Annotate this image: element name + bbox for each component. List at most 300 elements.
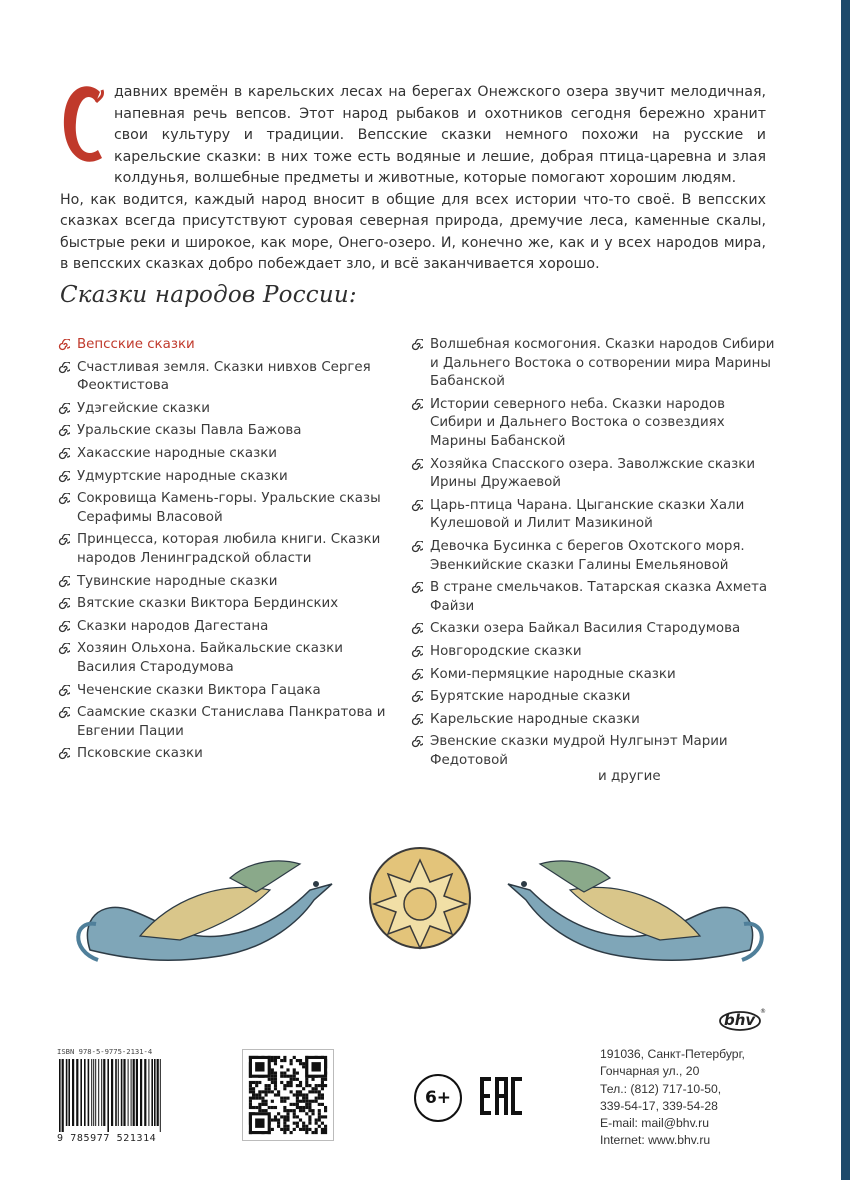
qr-module bbox=[296, 1072, 299, 1075]
qr-module bbox=[318, 1097, 321, 1100]
book-title: Псковские сказки bbox=[77, 746, 203, 762]
qr-module bbox=[286, 1081, 289, 1084]
qr-module bbox=[286, 1115, 289, 1118]
qr-module bbox=[318, 1090, 321, 1093]
qr-module bbox=[277, 1090, 280, 1093]
qr-finder-core bbox=[255, 1062, 264, 1071]
qr-module bbox=[324, 1128, 327, 1131]
qr-module bbox=[290, 1078, 293, 1081]
book-list-item bbox=[411, 643, 781, 662]
qr-module bbox=[271, 1068, 274, 1071]
swirl-bullet-icon bbox=[411, 691, 423, 703]
qr-module bbox=[268, 1087, 271, 1090]
publisher-address bbox=[600, 1046, 745, 1150]
qr-module bbox=[274, 1093, 277, 1096]
qr-module bbox=[249, 1100, 252, 1103]
qr-module bbox=[283, 1118, 286, 1121]
qr-module bbox=[252, 1093, 255, 1096]
barcode-bar bbox=[123, 1059, 125, 1126]
qr-module bbox=[283, 1100, 286, 1103]
qr-module bbox=[302, 1065, 305, 1068]
qr-module bbox=[274, 1087, 277, 1090]
qr-module bbox=[311, 1087, 314, 1090]
qr-module bbox=[305, 1093, 308, 1096]
qr-module bbox=[293, 1075, 296, 1078]
qr-module bbox=[290, 1059, 293, 1062]
book-title: Вятские сказки Виктора Бердинских bbox=[77, 596, 339, 612]
swirl-bullet-icon bbox=[58, 471, 70, 483]
book-list-item bbox=[58, 618, 388, 637]
qr-module bbox=[293, 1093, 296, 1096]
address-line: Internet: www.bhv.ru bbox=[600, 1133, 711, 1148]
qr-module bbox=[321, 1084, 324, 1087]
qr-module bbox=[302, 1106, 305, 1109]
book-list-item bbox=[411, 396, 781, 452]
qr-module bbox=[252, 1090, 255, 1093]
qr-module bbox=[249, 1087, 252, 1090]
qr-module bbox=[283, 1106, 286, 1109]
qr-module bbox=[299, 1100, 302, 1103]
swirl-bullet-icon bbox=[58, 707, 70, 719]
right-bird-illustration bbox=[508, 861, 762, 960]
qr-module bbox=[286, 1097, 289, 1100]
book-title: Удэгейские сказки bbox=[77, 400, 210, 416]
qr-module bbox=[280, 1081, 283, 1084]
address-line: 339-54-17, 339-54-28 bbox=[600, 1098, 718, 1113]
qr-module bbox=[286, 1068, 289, 1071]
qr-module bbox=[321, 1128, 324, 1131]
qr-module bbox=[315, 1128, 318, 1131]
qr-module bbox=[318, 1109, 321, 1112]
qr-module bbox=[249, 1081, 252, 1084]
qr-module bbox=[324, 1106, 327, 1109]
qr-module bbox=[315, 1122, 318, 1125]
barcode-bar bbox=[80, 1059, 82, 1126]
qr-module bbox=[283, 1115, 286, 1118]
qr-module bbox=[268, 1090, 271, 1093]
book-list-item bbox=[58, 490, 388, 527]
book-title: Волшебная космогония. Сказки народов Сибири и Дальнего Востока о сотворении мира Марины Бабанской bbox=[430, 337, 775, 390]
qr-module bbox=[277, 1118, 280, 1121]
barcode-bar bbox=[148, 1059, 149, 1126]
swirl-bullet-icon bbox=[58, 643, 70, 655]
qr-module bbox=[293, 1122, 296, 1125]
qr-module bbox=[283, 1125, 286, 1128]
qr-module bbox=[318, 1118, 321, 1121]
qr-module bbox=[280, 1075, 283, 1078]
qr-module bbox=[305, 1084, 308, 1087]
book-list-item bbox=[411, 497, 781, 534]
qr-module bbox=[321, 1122, 324, 1125]
barcode-bar bbox=[66, 1059, 68, 1126]
qr-module bbox=[255, 1084, 258, 1087]
book-list-item bbox=[58, 445, 388, 464]
qr-module bbox=[302, 1087, 305, 1090]
qr-module bbox=[252, 1106, 255, 1109]
book-list-item bbox=[58, 745, 388, 764]
qr-module bbox=[293, 1072, 296, 1075]
qr-module bbox=[265, 1093, 268, 1096]
barcode-bar bbox=[76, 1059, 78, 1126]
qr-module bbox=[283, 1084, 286, 1087]
qr-module bbox=[311, 1078, 314, 1081]
qr-module bbox=[296, 1103, 299, 1106]
qr-module bbox=[283, 1122, 286, 1125]
qr-module bbox=[299, 1128, 302, 1131]
qr-module bbox=[286, 1112, 289, 1115]
qr-module bbox=[308, 1090, 311, 1093]
address-line: Тел.: (812) 717-10-50, bbox=[600, 1081, 722, 1096]
qr-module bbox=[296, 1090, 299, 1093]
book-list-item bbox=[411, 456, 781, 493]
qr-module bbox=[305, 1100, 308, 1103]
qr-module bbox=[255, 1097, 258, 1100]
age-rating-badge: 6+ bbox=[414, 1074, 462, 1122]
qr-module bbox=[324, 1125, 327, 1128]
qr-module bbox=[318, 1125, 321, 1128]
qr-module bbox=[286, 1128, 289, 1131]
book-title: Эвенские сказки мудрой Нулгынэт Марии Федотовой bbox=[430, 734, 728, 768]
qr-module bbox=[258, 1109, 261, 1112]
qr-module bbox=[290, 1062, 293, 1065]
qr-module bbox=[258, 1090, 261, 1093]
qr-module bbox=[286, 1084, 289, 1087]
qr-module bbox=[308, 1103, 311, 1106]
qr-module bbox=[274, 1075, 277, 1078]
swirl-bullet-icon bbox=[411, 623, 423, 635]
intro-text bbox=[60, 82, 766, 276]
qr-module bbox=[271, 1118, 274, 1121]
qr-module bbox=[296, 1097, 299, 1100]
qr-module bbox=[261, 1097, 264, 1100]
qr-module bbox=[308, 1118, 311, 1121]
barcode-bar bbox=[121, 1059, 123, 1126]
qr-module bbox=[274, 1072, 277, 1075]
barcode-bar bbox=[131, 1059, 132, 1126]
book-title: Тувинские народные сказки bbox=[77, 573, 278, 589]
swirl-bullet-icon bbox=[411, 582, 423, 594]
book-title: Девочка Бусинка с берегов Охотского моря. Эвенкийские сказки Галины Емельяновой bbox=[430, 538, 745, 573]
barcode-bar bbox=[107, 1059, 109, 1132]
qr-module bbox=[277, 1125, 280, 1128]
qr-module bbox=[318, 1093, 321, 1096]
book-title: Сказки озера Байкал Василия Стародумова bbox=[430, 621, 741, 637]
qr-module bbox=[252, 1087, 255, 1090]
barcode-bar bbox=[68, 1059, 70, 1126]
qr-module bbox=[321, 1131, 324, 1134]
qr-module bbox=[268, 1084, 271, 1087]
qr-module bbox=[274, 1084, 277, 1087]
book-list-right bbox=[411, 336, 781, 774]
qr-module bbox=[302, 1093, 305, 1096]
qr-module bbox=[252, 1097, 255, 1100]
qr-module bbox=[283, 1109, 286, 1112]
qr-module bbox=[296, 1059, 299, 1062]
book-list-item bbox=[58, 682, 388, 701]
qr-module bbox=[271, 1072, 274, 1075]
book-list-item bbox=[58, 704, 388, 741]
qr-module bbox=[274, 1118, 277, 1121]
qr-module bbox=[296, 1106, 299, 1109]
book-title: Царь-птица Чарана. Цыганские сказки Хали Кулешовой и Лилит Мазикиной bbox=[430, 497, 745, 532]
qr-module bbox=[315, 1131, 318, 1134]
qr-module bbox=[283, 1087, 286, 1090]
barcode-bar bbox=[91, 1059, 92, 1126]
qr-module bbox=[296, 1084, 299, 1087]
qr-module bbox=[315, 1087, 318, 1090]
intro-paragraph-2: Но, как водится, каждый народ вносит в общие для всех истории что-то своё. В вепсских сказках всегда присутствуют суровая северная природа, дремучие леса, каменные скалы, быстрые реки и широкое, как море, Онего-озеро. И, конечно же, как и у всех народов мира, в вепсских сказках добро побеждает зло, и всё заканчивается хорошо. bbox=[60, 191, 766, 272]
qr-module bbox=[318, 1084, 321, 1087]
qr-module bbox=[286, 1125, 289, 1128]
qr-module bbox=[299, 1106, 302, 1109]
swirl-bullet-icon bbox=[58, 598, 70, 610]
qr-module bbox=[271, 1100, 274, 1103]
book-list-item bbox=[58, 531, 388, 568]
qr-module bbox=[286, 1075, 289, 1078]
book-title: Чеченские сказки Виктора Гацака bbox=[77, 682, 321, 698]
swirl-bullet-icon bbox=[58, 403, 70, 415]
book-title: Бурятские народные сказки bbox=[430, 689, 631, 705]
swirl-bullet-icon bbox=[411, 459, 423, 471]
book-list-item bbox=[411, 579, 781, 616]
barcode-number: 9 785977 521314 bbox=[57, 1133, 157, 1144]
book-list-item bbox=[411, 336, 781, 392]
qr-module bbox=[274, 1115, 277, 1118]
barcode-bar bbox=[93, 1059, 94, 1126]
swirl-bullet-icon bbox=[58, 339, 70, 351]
qr-module bbox=[258, 1103, 261, 1106]
qr-module bbox=[261, 1103, 264, 1106]
barcode-bar bbox=[128, 1059, 129, 1126]
qr-module bbox=[283, 1097, 286, 1100]
qr-module bbox=[321, 1097, 324, 1100]
qr-module bbox=[302, 1122, 305, 1125]
qr-module bbox=[302, 1125, 305, 1128]
qr-module bbox=[321, 1081, 324, 1084]
qr-module bbox=[305, 1078, 308, 1081]
qr-module bbox=[286, 1118, 289, 1121]
intro-paragraph-1: давних времён в карельских лесах на берегах Онежского озера звучит мелодичная, напевная речь вепсов. Этот народ рыбаков и охотников сегодня бережно хранит свои культуру и традиции. Вепсские сказки немного похожи на русские и карельские сказки: в них тоже есть водяные и лешие, добрая птица-царевна и злая колдунья, волшебные предметы и животные, которые помогают хорошим людям. bbox=[114, 84, 766, 186]
qr-module bbox=[283, 1075, 286, 1078]
qr-module bbox=[293, 1109, 296, 1112]
book-title: Коми-пермяцкие народные сказки bbox=[430, 666, 676, 682]
qr-module bbox=[274, 1059, 277, 1062]
qr-module bbox=[321, 1087, 324, 1090]
swirl-bullet-icon bbox=[58, 685, 70, 697]
qr-module bbox=[258, 1081, 261, 1084]
publisher-logo bbox=[718, 1003, 768, 1033]
swirl-bullet-icon bbox=[58, 534, 70, 546]
qr-module bbox=[296, 1115, 299, 1118]
book-list-item bbox=[58, 573, 388, 592]
barcode-bar bbox=[88, 1059, 90, 1126]
qr-module bbox=[265, 1084, 268, 1087]
swirl-bullet-icon bbox=[411, 541, 423, 553]
barcode-bar bbox=[118, 1059, 119, 1126]
book-spine-edge bbox=[841, 0, 850, 1180]
qr-module bbox=[293, 1112, 296, 1115]
swirl-bullet-icon bbox=[58, 493, 70, 505]
qr-module bbox=[280, 1128, 283, 1131]
svg-text:bhv: bhv bbox=[724, 1011, 756, 1029]
qr-module bbox=[249, 1106, 252, 1109]
qr-module bbox=[283, 1131, 286, 1134]
book-title: Принцесса, которая любила книги. Сказки народов Ленинградской области bbox=[77, 532, 381, 566]
qr-module bbox=[290, 1103, 293, 1106]
qr-module bbox=[249, 1103, 252, 1106]
barcode-bar bbox=[103, 1059, 105, 1126]
qr-module bbox=[305, 1103, 308, 1106]
qr-module bbox=[268, 1106, 271, 1109]
qr-module bbox=[261, 1100, 264, 1103]
swirl-bullet-icon bbox=[58, 621, 70, 633]
book-title: Вепсские сказки bbox=[77, 337, 195, 352]
qr-module bbox=[318, 1103, 321, 1106]
qr-module bbox=[293, 1103, 296, 1106]
qr-module bbox=[299, 1059, 302, 1062]
qr-module bbox=[280, 1065, 283, 1068]
barcode-bar bbox=[144, 1059, 146, 1126]
series-title: Сказки народов России: bbox=[60, 282, 357, 308]
qr-module bbox=[258, 1097, 261, 1100]
qr-code bbox=[242, 1049, 334, 1141]
book-title: Хозяйка Спасского озера. Заволжские сказки Ирины Дружаевой bbox=[430, 456, 756, 491]
book-list-item bbox=[411, 620, 781, 639]
swirl-bullet-icon bbox=[411, 646, 423, 658]
qr-module bbox=[261, 1090, 264, 1093]
barcode-bars bbox=[57, 1059, 163, 1132]
swirl-bullet-icon bbox=[58, 748, 70, 760]
barcode-bar bbox=[95, 1059, 96, 1126]
qr-module bbox=[290, 1084, 293, 1087]
qr-module bbox=[290, 1090, 293, 1093]
swirl-bullet-icon bbox=[58, 362, 70, 374]
qr-module bbox=[271, 1075, 274, 1078]
book-title: Саамские сказки Станислава Панкратова и Евгении Пации bbox=[77, 705, 386, 739]
qr-module bbox=[324, 1084, 327, 1087]
isbn-barcode bbox=[57, 1047, 165, 1147]
qr-module bbox=[268, 1078, 271, 1081]
qr-module bbox=[265, 1109, 268, 1112]
qr-module bbox=[293, 1056, 296, 1059]
qr-module bbox=[308, 1128, 311, 1131]
qr-module bbox=[274, 1081, 277, 1084]
qr-module bbox=[265, 1090, 268, 1093]
qr-module bbox=[255, 1081, 258, 1084]
qr-module bbox=[311, 1131, 314, 1134]
qr-module bbox=[277, 1093, 280, 1096]
address-line: Гончарная ул., 20 bbox=[600, 1064, 700, 1079]
book-title: Хакасские народные сказки bbox=[77, 445, 277, 461]
isbn-text: ISBN 978-5-9775-2131-4 bbox=[57, 1047, 153, 1056]
qr-module bbox=[318, 1115, 321, 1118]
qr-module bbox=[308, 1106, 311, 1109]
qr-module bbox=[296, 1122, 299, 1125]
qr-module bbox=[280, 1097, 283, 1100]
qr-module bbox=[277, 1112, 280, 1115]
book-list-item bbox=[411, 666, 781, 685]
qr-module bbox=[308, 1115, 311, 1118]
qr-module bbox=[249, 1090, 252, 1093]
qr-module bbox=[321, 1093, 324, 1096]
qr-module bbox=[293, 1128, 296, 1131]
qr-module bbox=[296, 1100, 299, 1103]
barcode-bar bbox=[133, 1059, 135, 1126]
swirl-bullet-icon bbox=[58, 448, 70, 460]
qr-module bbox=[305, 1125, 308, 1128]
qr-module bbox=[265, 1103, 268, 1106]
book-title: Уральские сказы Павла Бажова bbox=[77, 423, 302, 439]
barcode-bar bbox=[98, 1059, 99, 1126]
qr-module bbox=[308, 1100, 311, 1103]
qr-module bbox=[286, 1109, 289, 1112]
sun-medallion bbox=[370, 848, 470, 948]
qr-module bbox=[274, 1062, 277, 1065]
qr-module bbox=[321, 1103, 324, 1106]
qr-module bbox=[293, 1068, 296, 1071]
qr-module bbox=[274, 1056, 277, 1059]
swirl-bullet-icon bbox=[58, 425, 70, 437]
barcode-bar bbox=[101, 1059, 102, 1126]
qr-module bbox=[261, 1109, 264, 1112]
barcode-bar bbox=[154, 1059, 156, 1126]
qr-module bbox=[315, 1090, 318, 1093]
qr-module bbox=[299, 1109, 302, 1112]
qr-module bbox=[302, 1100, 305, 1103]
qr-module bbox=[299, 1062, 302, 1065]
qr-module bbox=[296, 1078, 299, 1081]
qr-module bbox=[324, 1131, 327, 1134]
book-list-item bbox=[58, 400, 388, 419]
qr-module bbox=[311, 1100, 314, 1103]
qr-module bbox=[271, 1059, 274, 1062]
swirl-bullet-icon bbox=[411, 669, 423, 681]
book-title: Хозяин Ольхона. Байкальские сказки Василия Стародумова bbox=[77, 641, 343, 675]
book-list-item bbox=[58, 422, 388, 441]
swirl-bullet-icon bbox=[411, 736, 423, 748]
qr-module bbox=[280, 1059, 283, 1062]
book-title: Сокровища Камень-горы. Уральские сказы Серафимы Власовой bbox=[77, 491, 381, 525]
qr-module bbox=[299, 1118, 302, 1121]
qr-module bbox=[305, 1112, 308, 1115]
qr-module bbox=[305, 1128, 308, 1131]
qr-module bbox=[283, 1059, 286, 1062]
qr-module bbox=[258, 1093, 261, 1096]
book-title: Счастливая земля. Сказки нивхов Сергея Феоктистова bbox=[77, 359, 371, 394]
book-list-item bbox=[58, 468, 388, 487]
barcode-bar bbox=[59, 1059, 61, 1132]
qr-module bbox=[280, 1100, 283, 1103]
qr-module bbox=[265, 1100, 268, 1103]
qr-module bbox=[280, 1115, 283, 1118]
qr-module bbox=[324, 1115, 327, 1118]
qr-module bbox=[280, 1072, 283, 1075]
left-bird-illustration bbox=[78, 861, 332, 960]
qr-module bbox=[252, 1081, 255, 1084]
qr-module bbox=[290, 1131, 293, 1134]
qr-module bbox=[311, 1112, 314, 1115]
qr-module bbox=[271, 1128, 274, 1131]
book-list-item bbox=[411, 538, 781, 575]
qr-module bbox=[299, 1084, 302, 1087]
qr-module bbox=[258, 1106, 261, 1109]
qr-module bbox=[271, 1081, 274, 1084]
address-line: 191036, Санкт-Петербург, bbox=[600, 1047, 745, 1061]
qr-module bbox=[277, 1056, 280, 1059]
qr-module bbox=[324, 1078, 327, 1081]
swirl-bullet-icon bbox=[58, 576, 70, 588]
qr-module bbox=[296, 1125, 299, 1128]
